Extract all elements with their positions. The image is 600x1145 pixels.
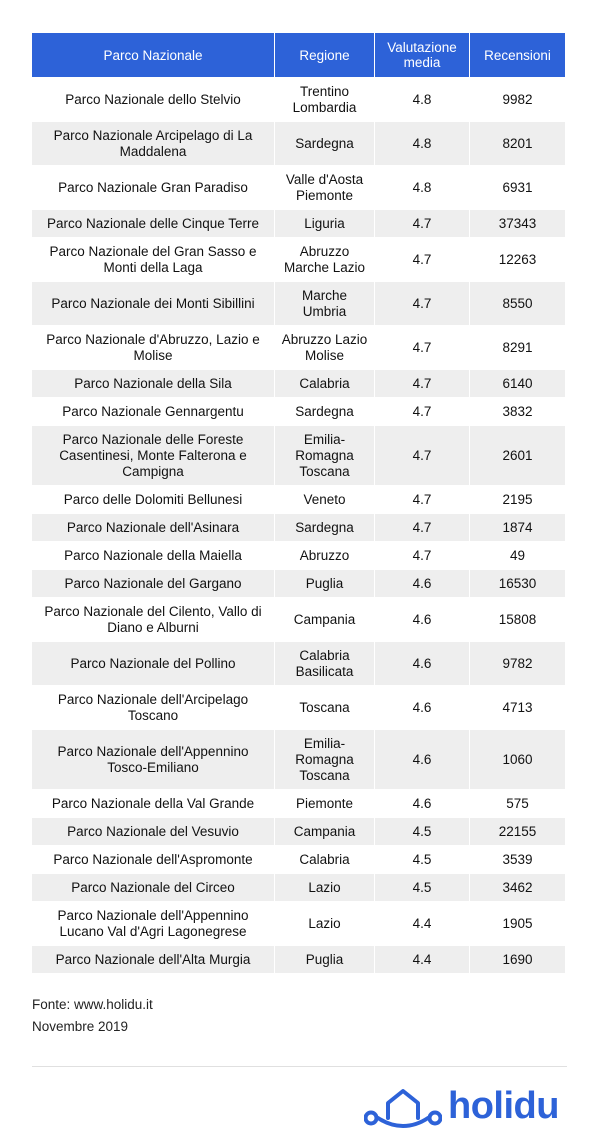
table-row: [32, 209, 565, 237]
cell-valutazione: 4.7: [375, 281, 470, 325]
cell-parco: Parco Nazionale del Gargano: [32, 569, 275, 597]
cell-recensioni: 49: [470, 541, 565, 569]
cell-regione: Toscana: [275, 685, 375, 729]
cell-parco: Parco Nazionale del Gran Sasso e Monti della Laga: [32, 237, 275, 281]
cell-regione: Sardegna: [275, 397, 375, 425]
table-row: [32, 165, 565, 209]
source-date: Novembre 2019: [32, 1019, 129, 1034]
cell-valutazione: 4.7: [375, 397, 470, 425]
header-valutazione: Valutazione media: [375, 33, 470, 77]
cell-recensioni: 37343: [470, 209, 565, 237]
cell-regione: Abruzzo Marche Lazio: [275, 237, 375, 281]
table-row: [32, 789, 565, 817]
cell-valutazione: 4.7: [375, 325, 470, 369]
cell-parco: Parco Nazionale del Vesuvio: [32, 817, 275, 845]
cell-valutazione: 4.6: [375, 641, 470, 685]
cell-valutazione: 4.5: [375, 873, 470, 901]
cell-recensioni: 8550: [470, 281, 565, 325]
cell-parco: Parco Nazionale dell'Appennino Lucano Val d'Agri Lagonegrese: [32, 901, 275, 945]
cell-parco: Parco Nazionale dello Stelvio: [32, 77, 275, 121]
cell-regione: Veneto: [275, 485, 375, 513]
cell-recensioni: 16530: [470, 569, 565, 597]
cell-regione: Lazio: [275, 901, 375, 945]
header-recensioni: Recensioni: [470, 33, 565, 77]
cell-valutazione: 4.7: [375, 209, 470, 237]
cell-parco: Parco Nazionale dell'Aspromonte: [32, 845, 275, 873]
cell-regione: Puglia: [275, 569, 375, 597]
cell-recensioni: 22155: [470, 817, 565, 845]
cell-recensioni: 3539: [470, 845, 565, 873]
cell-regione: Trentino Lombardia: [275, 77, 375, 121]
table-row: [32, 685, 565, 729]
cell-regione: Abruzzo Lazio Molise: [275, 325, 375, 369]
cell-valutazione: 4.6: [375, 729, 470, 789]
cell-regione: Piemonte: [275, 789, 375, 817]
cell-recensioni: 2195: [470, 485, 565, 513]
cell-regione: Abruzzo: [275, 541, 375, 569]
divider: [32, 1066, 567, 1067]
cell-recensioni: 8291: [470, 325, 565, 369]
cell-parco: Parco Nazionale dell'Appennino Tosco-Emiliano: [32, 729, 275, 789]
cell-parco: Parco Nazionale Arcipelago di La Maddalena: [32, 121, 275, 165]
cell-regione: Campania: [275, 597, 375, 641]
table-row: [32, 513, 565, 541]
cell-valutazione: 4.6: [375, 597, 470, 641]
cell-recensioni: 6931: [470, 165, 565, 209]
cell-recensioni: 9982: [470, 77, 565, 121]
cell-valutazione: 4.7: [375, 237, 470, 281]
cell-parco: Parco Nazionale d'Abruzzo, Lazio e Molise: [32, 325, 275, 369]
cell-regione: Emilia-Romagna Toscana: [275, 729, 375, 789]
cell-valutazione: 4.7: [375, 425, 470, 485]
table-row: [32, 541, 565, 569]
holidu-logo: [364, 1082, 569, 1130]
cell-regione: Marche Umbria: [275, 281, 375, 325]
table-row: [32, 901, 565, 945]
cell-valutazione: 4.4: [375, 901, 470, 945]
table-body: [32, 77, 565, 973]
cell-valutazione: 4.8: [375, 77, 470, 121]
parks-table: [32, 33, 565, 973]
cell-recensioni: 12263: [470, 237, 565, 281]
table-row: [32, 729, 565, 789]
header-regione: Regione: [275, 33, 375, 77]
cell-recensioni: 3832: [470, 397, 565, 425]
cell-parco: Parco Nazionale del Circeo: [32, 873, 275, 901]
cell-parco: Parco Nazionale Gennargentu: [32, 397, 275, 425]
source-note: [32, 994, 153, 1038]
table-row: [32, 817, 565, 845]
cell-regione: Lazio: [275, 873, 375, 901]
cell-valutazione: 4.6: [375, 685, 470, 729]
table-row: [32, 397, 565, 425]
cell-recensioni: 1874: [470, 513, 565, 541]
cell-regione: Liguria: [275, 209, 375, 237]
cell-parco: Parco Nazionale dei Monti Sibillini: [32, 281, 275, 325]
cell-valutazione: 4.6: [375, 789, 470, 817]
table-row: [32, 845, 565, 873]
cell-valutazione: 4.8: [375, 121, 470, 165]
cell-valutazione: 4.6: [375, 569, 470, 597]
cell-valutazione: 4.5: [375, 845, 470, 873]
table-row: [32, 569, 565, 597]
cell-regione: Puglia: [275, 945, 375, 973]
cell-recensioni: 1690: [470, 945, 565, 973]
cell-recensioni: 1060: [470, 729, 565, 789]
header-parco: Parco Nazionale: [32, 33, 275, 77]
cell-parco: Parco Nazionale dell'Alta Murgia: [32, 945, 275, 973]
cell-regione: Calabria: [275, 845, 375, 873]
table-header-row: [32, 33, 565, 77]
cell-valutazione: 4.4: [375, 945, 470, 973]
table-row: [32, 945, 565, 973]
cell-recensioni: 1905: [470, 901, 565, 945]
table-row: [32, 369, 565, 397]
table-row: [32, 873, 565, 901]
holidu-house-icon: [364, 1084, 442, 1128]
cell-valutazione: 4.7: [375, 541, 470, 569]
cell-parco: Parco Nazionale dell'Arcipelago Toscano: [32, 685, 275, 729]
cell-regione: Calabria: [275, 369, 375, 397]
cell-regione: Sardegna: [275, 513, 375, 541]
cell-recensioni: 15808: [470, 597, 565, 641]
cell-parco: Parco Nazionale delle Foreste Casentinesi, Monte Falterona e Campigna: [32, 425, 275, 485]
table-row: [32, 77, 565, 121]
source-text: Fonte: www.holidu.it: [32, 997, 153, 1012]
cell-parco: Parco Nazionale del Pollino: [32, 641, 275, 685]
cell-recensioni: 6140: [470, 369, 565, 397]
cell-valutazione: 4.7: [375, 513, 470, 541]
cell-parco: Parco delle Dolomiti Bellunesi: [32, 485, 275, 513]
cell-recensioni: 3462: [470, 873, 565, 901]
cell-regione: Campania: [275, 817, 375, 845]
cell-regione: Calabria Basilicata: [275, 641, 375, 685]
cell-parco: Parco Nazionale della Val Grande: [32, 789, 275, 817]
cell-parco: Parco Nazionale della Sila: [32, 369, 275, 397]
logo-text: holidu: [448, 1085, 559, 1127]
table-row: [32, 121, 565, 165]
cell-parco: Parco Nazionale delle Cinque Terre: [32, 209, 275, 237]
cell-parco: Parco Nazionale del Cilento, Vallo di Diano e Alburni: [32, 597, 275, 641]
cell-recensioni: 2601: [470, 425, 565, 485]
table-row: [32, 237, 565, 281]
cell-recensioni: 8201: [470, 121, 565, 165]
cell-valutazione: 4.8: [375, 165, 470, 209]
table-row: [32, 325, 565, 369]
cell-parco: Parco Nazionale Gran Paradiso: [32, 165, 275, 209]
cell-recensioni: 4713: [470, 685, 565, 729]
cell-valutazione: 4.7: [375, 485, 470, 513]
cell-recensioni: 9782: [470, 641, 565, 685]
cell-recensioni: 575: [470, 789, 565, 817]
table-row: [32, 281, 565, 325]
table-row: [32, 425, 565, 485]
cell-parco: Parco Nazionale della Maiella: [32, 541, 275, 569]
cell-valutazione: 4.5: [375, 817, 470, 845]
cell-parco: Parco Nazionale dell'Asinara: [32, 513, 275, 541]
table-row: [32, 597, 565, 641]
cell-regione: Sardegna: [275, 121, 375, 165]
table-row: [32, 641, 565, 685]
cell-regione: Emilia-Romagna Toscana: [275, 425, 375, 485]
table-row: [32, 485, 565, 513]
cell-regione: Valle d'Aosta Piemonte: [275, 165, 375, 209]
cell-valutazione: 4.7: [375, 369, 470, 397]
